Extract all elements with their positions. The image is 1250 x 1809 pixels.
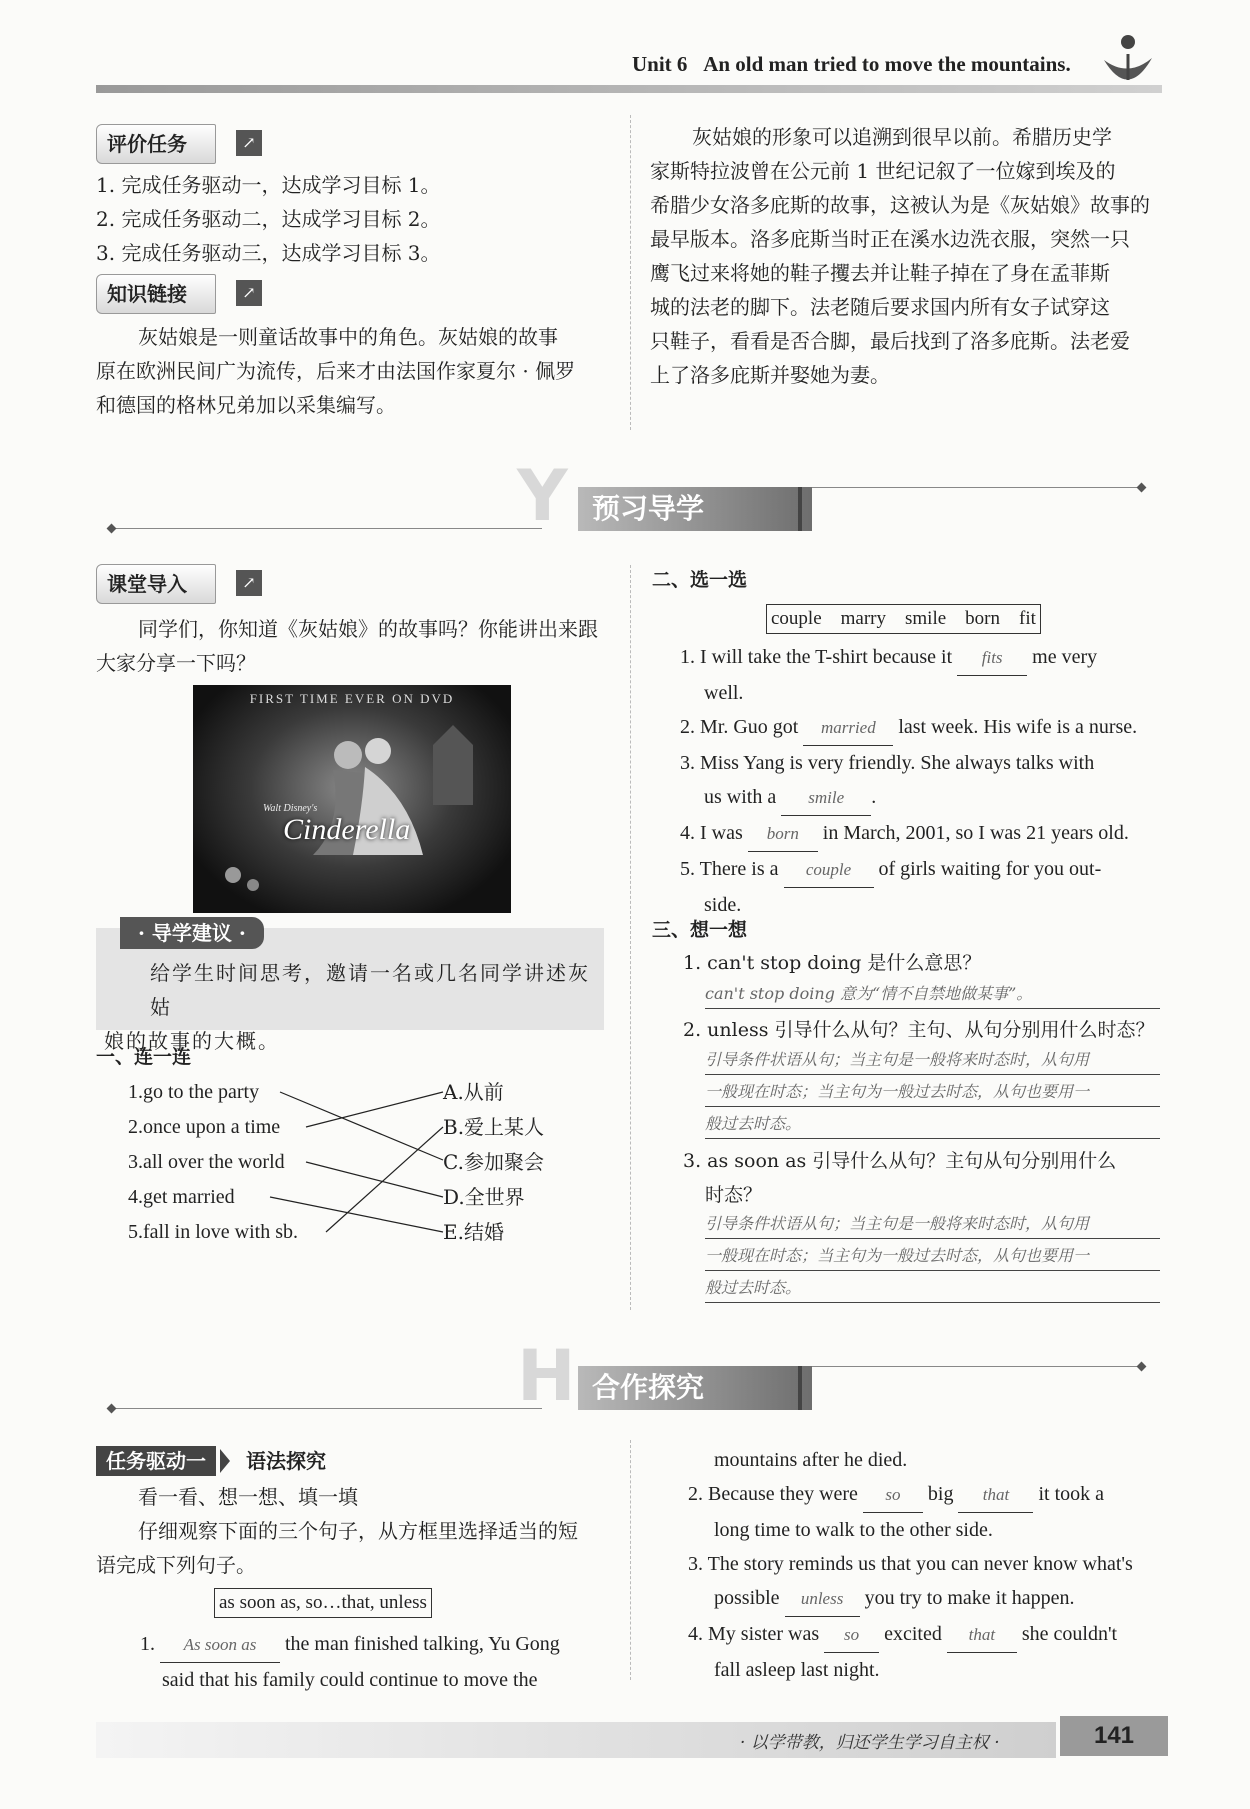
guide-tag: · 导学建议 · <box>120 917 264 949</box>
history-line: 最早版本。洛多庇斯当时正在溪水边洗衣服，突然一只 <box>650 227 1130 251</box>
task1-tag-arrow-icon <box>220 1449 230 1473</box>
answer-blank: married <box>803 711 893 746</box>
match-left-item: 2.once upon a time <box>128 1116 281 1138</box>
match-right-item: B.爱上某人 <box>443 1115 545 1139</box>
section2-letter: H <box>517 1335 576 1417</box>
guide-line: 娘的故事的大概。 <box>104 1029 280 1053</box>
think-a3-line: 般过去时态。 <box>705 1274 1160 1303</box>
think-q1: 1. can't stop doing 是什么意思？ <box>683 952 982 974</box>
intro-tag: 课堂导入 <box>96 564 216 604</box>
choose-q4: 4. I was born in March, 2001, so I was 21 years old. <box>680 816 1165 852</box>
think-q2: 2. unless 引导什么从句？主句、从句分别用什么时态？ <box>683 1019 1155 1041</box>
match-line <box>280 1092 443 1160</box>
task1-line: 语完成下列句子。 <box>96 1553 256 1577</box>
intro-arrow-icon: ↗ <box>236 570 262 596</box>
poster-top-text: FIRST TIME EVER ON DVD <box>249 691 455 706</box>
link-arrow-icon: ↗ <box>236 280 262 306</box>
answer-blank: so <box>863 1478 923 1513</box>
task1-head: 看一看、想一想、填一填 <box>138 1485 358 1509</box>
section2-rule-right <box>800 1366 1140 1367</box>
poster-title: Cinderella <box>283 813 411 846</box>
footer-motto: · 以学带教，归还学生学习自主权 · <box>740 1733 1000 1753</box>
link-line: 原在欧洲民间广为流传，后来才由法国作家夏尔 · 佩罗 <box>96 359 576 383</box>
answer-blank: couple <box>784 853 874 888</box>
link-line: 和德国的格林兄弟加以采集编写。 <box>96 393 396 417</box>
history-line: 上了洛多庇斯并娶她为妻。 <box>650 363 890 387</box>
answer-blank: that <box>947 1618 1017 1653</box>
intro-line: 同学们，你知道《灰姑娘》的故事吗？你能讲出来跟 <box>138 617 598 641</box>
history-line: 鹰飞过来将她的鞋子攫去并让鞋子掉在了身在孟菲斯 <box>650 261 1110 285</box>
eval-item: 2. 完成任务驱动二，达成学习目标 2。 <box>96 207 441 231</box>
think-a2-line: 一般现在时态；当主句为一般过去时态，从句也要用一 <box>705 1078 1160 1107</box>
match-right-item: D.全世界 <box>443 1185 525 1209</box>
history-line: 城的法老的脚下。法老随后要求国内所有女子试穿这 <box>650 295 1110 319</box>
eval-item: 1. 完成任务驱动一，达成学习目标 1。 <box>96 173 441 197</box>
match-line <box>306 1092 443 1127</box>
eval-arrow-icon: ↗ <box>236 130 262 156</box>
choose-q5: 5. There is a couple of girls waiting for you out- <box>680 852 1165 888</box>
match-left-item: 3.all over the world <box>128 1151 285 1173</box>
history-line: 灰姑娘的形象可以追溯到很早以前。希腊历史学 <box>692 125 1112 149</box>
choose-q3-cont: us with a smile . <box>680 780 1165 816</box>
choose-q2: 2. Mr. Guo got married last week. His wife is a nurse. <box>680 710 1165 746</box>
task1-phrase-box: as soon as, so…that, unless <box>214 1588 432 1618</box>
task1-sentence1: 1. As soon as the man finished talking, Yu Gong said that his family could continue to move the <box>140 1627 610 1697</box>
answer-blank: smile <box>781 781 871 816</box>
eval-item: 3. 完成任务驱动三，达成学习目标 3。 <box>96 241 441 265</box>
think-q3: 3. as soon as 引导什么从句？主句从句分别用什么 <box>683 1150 1117 1172</box>
choose-q3: 3. Miss Yang is very friendly. She always talks with <box>680 752 1095 774</box>
choose-q1: 1. I will take the T-shirt because it fits me very <box>680 640 1165 676</box>
answer-blank: As soon as <box>160 1628 280 1663</box>
match-line <box>326 1127 443 1232</box>
task1-tag: 任务驱动一 <box>96 1446 216 1476</box>
guide-line: 给学生时间思考，邀请一名或几名同学讲述灰姑 <box>150 961 590 1019</box>
match-right-item: E.结婚 <box>443 1220 504 1244</box>
match-left-item: 4.get married <box>128 1186 235 1208</box>
column-divider <box>630 1440 631 1680</box>
task1-sub: 语法探究 <box>246 1449 326 1473</box>
history-line: 家斯特拉波曾在公元前 1 世纪记叙了一位嫁到埃及的 <box>650 159 1116 183</box>
intro-line: 大家分享一下吗？ <box>96 651 256 675</box>
section1-title: 预习导学 <box>578 487 812 531</box>
answer-blank: so <box>824 1618 879 1653</box>
section2-bar <box>798 1366 802 1410</box>
think-title: 三、想一想 <box>652 919 748 941</box>
eval-tag: 评价任务 <box>96 124 216 164</box>
task1-paragraph <box>96 1514 611 1582</box>
match-left-item: 5.fall in love with sb. <box>128 1221 298 1243</box>
task1-sentences-right: mountains after he died. 2. Because they were so big that it took a long time to walk to the other side. 3. The story reminds us that you can never know what's possible unless you try to make it happen. 4. My sister was so excited that she couldn't fall asleep last night. <box>688 1449 1133 1681</box>
match-line <box>270 1197 443 1232</box>
link-line: 灰姑娘是一则童话故事中的角色。灰姑娘的故事 <box>138 325 558 349</box>
match-left-item: 1.go to the party <box>128 1081 260 1103</box>
match-title: 一、连一连 <box>96 1046 192 1068</box>
unit-title: An old man tried to move the mountains. <box>703 52 1071 76</box>
answer-blank: that <box>958 1478 1033 1513</box>
choose-q1-cont: well. <box>704 682 744 704</box>
choose-questions <box>680 640 1165 922</box>
choose-title: 二、选一选 <box>652 569 748 591</box>
match-line <box>306 1162 443 1197</box>
think-a3-line: 一般现在时态；当主句为一般过去时态，从句也要用一 <box>705 1242 1160 1271</box>
unit-label: Unit 6 <box>632 52 688 76</box>
poster-brand: Walt Disney's <box>263 803 318 814</box>
page-number: 141 <box>1060 1716 1168 1756</box>
match-right-item: C.参加聚会 <box>443 1150 544 1174</box>
answer-blank: unless <box>785 1582 860 1617</box>
answer-blank: born <box>748 817 818 852</box>
match-right-item: A.从前 <box>443 1080 504 1104</box>
think-a2-line: 般过去时态。 <box>705 1110 1160 1139</box>
section2-rule-left <box>112 1408 542 1409</box>
choose-word-box: couple marry smile born fit <box>766 604 1041 634</box>
choose-q5-cont: side. <box>704 894 742 916</box>
task1-line: 仔细观察下面的三个句子，从方框里选择适当的短 <box>138 1519 578 1543</box>
history-line: 只鞋子，看看是否合脚，最后找到了洛多庇斯。法老爱 <box>650 329 1130 353</box>
think-q3-cont: 时态？ <box>705 1184 763 1206</box>
section1-letter: Y <box>517 455 568 537</box>
think-a3-line: 引导条件状语从句；当主句是一般将来时态时，从句用 <box>705 1210 1160 1239</box>
section2-title: 合作探究 <box>578 1366 812 1410</box>
history-line: 希腊少女洛多庇斯的故事，这被认为是《灰姑娘》故事的 <box>650 193 1150 217</box>
answer-blank: fits <box>957 641 1027 676</box>
think-a2-line: 引导条件状语从句；当主句是一般将来时态时，从句用 <box>705 1046 1160 1075</box>
link-tag: 知识链接 <box>96 274 216 314</box>
think-a1: can't stop doing 意为“情不自禁地做某事”。 <box>705 980 1160 1009</box>
